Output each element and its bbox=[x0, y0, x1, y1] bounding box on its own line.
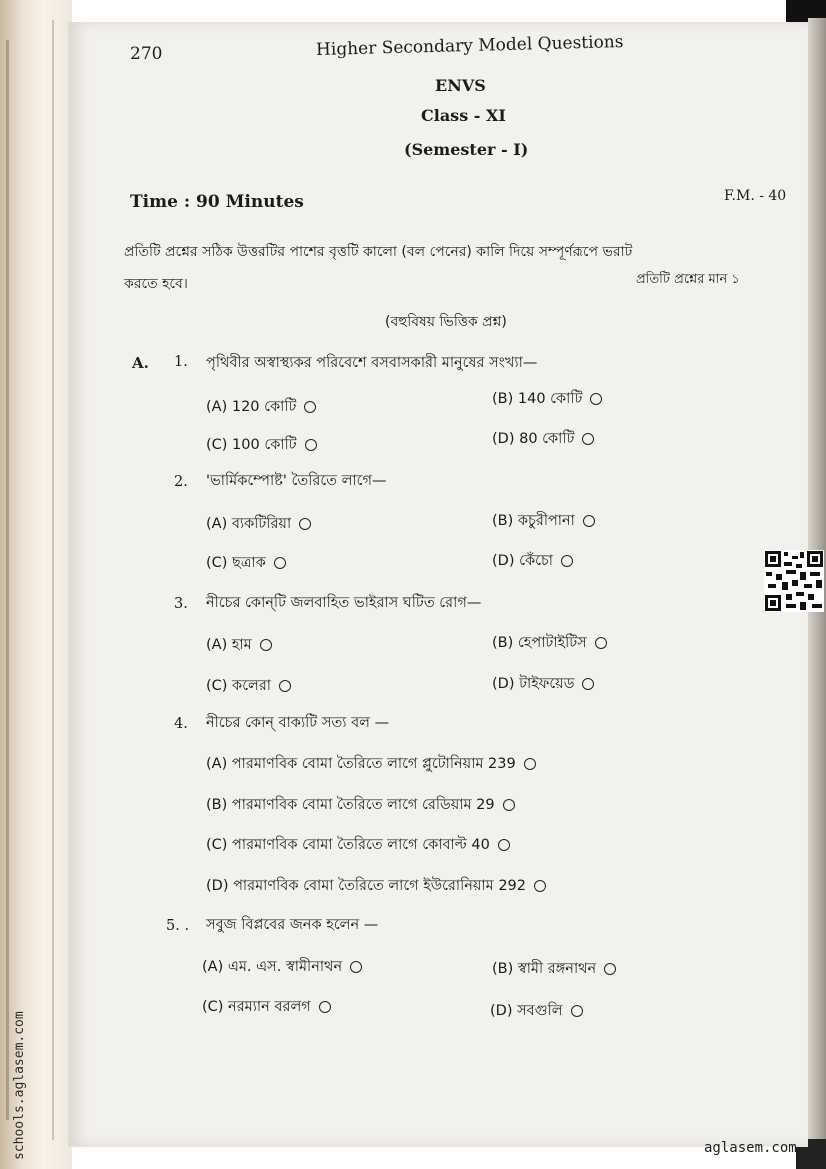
answer-bubble[interactable] bbox=[319, 1001, 331, 1013]
option-label: (D) সবগুলি bbox=[490, 1003, 563, 1019]
option-c bbox=[202, 996, 331, 1020]
option-d bbox=[206, 875, 546, 899]
section-heading: (বহুবিষয় ভিত্তিক প্রশ্ন) bbox=[385, 314, 507, 330]
question-number: 5. . bbox=[166, 918, 190, 934]
option-label: (D) পারমাণবিক বোমা তৈরিতে লাগে ইউরোনিয়াম 292 bbox=[206, 878, 526, 894]
question-number: 2. bbox=[174, 474, 188, 490]
option-c bbox=[206, 675, 291, 699]
time-limit: Time : 90 Minutes bbox=[130, 192, 304, 212]
book-title: Higher Secondary Model Questions bbox=[315, 31, 624, 61]
option-b bbox=[492, 510, 595, 534]
option-label: (B) কচুরীপানা bbox=[492, 513, 575, 529]
watermark-bottom: aglasem.com bbox=[704, 1140, 797, 1156]
option-label: (C) নরম্যান বরলগ bbox=[202, 999, 311, 1015]
question-text: নীচের কোন্‌টি জলবাহিত ভাইরাস ঘটিত রোগ— bbox=[206, 595, 482, 611]
question-text: সবুজ বিপ্লবের জনক হলেন — bbox=[206, 917, 379, 933]
option-b bbox=[492, 388, 602, 412]
answer-bubble[interactable] bbox=[503, 799, 515, 811]
instruction-text-continued: করতে হবে। bbox=[124, 276, 188, 292]
page-number: 270 bbox=[130, 44, 163, 64]
answer-bubble[interactable] bbox=[524, 758, 536, 770]
option-label: (C) ছত্রাক bbox=[206, 555, 266, 571]
marks-note: প্রতিটি প্রশ্নের মান ১ bbox=[636, 272, 740, 287]
option-d bbox=[490, 1000, 583, 1024]
option-a bbox=[206, 634, 272, 658]
option-label: (B) স্বামী রঙ্গনাথন bbox=[492, 961, 597, 977]
instruction-text: প্রতিটি প্রশ্নের সঠিক উত্তরটির পাশের বৃত্তটি কালো (বল পেনের) কালি দিয়ে সম্পূর্ণরূপে ভরাট bbox=[124, 244, 633, 260]
question-text: পৃথিবীর অস্বাস্থ্যকর পরিবেশে বসবাসকারী মানুষের সংখ্যা— bbox=[206, 355, 538, 371]
answer-bubble[interactable] bbox=[534, 880, 546, 892]
option-d bbox=[492, 673, 594, 697]
answer-bubble[interactable] bbox=[274, 557, 286, 569]
option-label: (A) হাম bbox=[206, 637, 252, 653]
option-label: (B) হেপাটাইটিস bbox=[492, 635, 587, 651]
semester-heading: (Semester - I) bbox=[404, 140, 529, 159]
option-label: (D) টাইফয়েড bbox=[492, 676, 575, 692]
full-marks: F.M. - 40 bbox=[724, 188, 787, 204]
answer-bubble[interactable] bbox=[498, 839, 510, 851]
option-a bbox=[206, 753, 536, 777]
option-label: (B) 140 কোটি bbox=[492, 391, 583, 407]
question-text: 'ভার্মিকম্পোষ্ট' তৈরিতে লাগে— bbox=[206, 473, 387, 489]
answer-bubble[interactable] bbox=[571, 1005, 583, 1017]
option-b bbox=[206, 794, 515, 818]
option-a bbox=[206, 396, 316, 420]
option-c bbox=[206, 552, 286, 576]
option-label: (C) পারমাণবিক বোমা তৈরিতে লাগে কোবাল্ট 40 bbox=[206, 837, 490, 853]
option-label: (B) পারমাণবিক বোমা তৈরিতে লাগে রেডিয়াম 29 bbox=[206, 797, 495, 813]
option-label: (A) পারমাণবিক বোমা তৈরিতে লাগে প্লুটোনিয়াম 239 bbox=[206, 756, 516, 772]
class-heading: Class - XI bbox=[421, 106, 506, 125]
answer-bubble[interactable] bbox=[561, 555, 573, 567]
watermark-side: schools.aglasem.com bbox=[12, 1011, 27, 1160]
question-number: 3. bbox=[174, 596, 188, 612]
answer-bubble[interactable] bbox=[350, 961, 362, 973]
option-label: (D) কেঁচো bbox=[492, 553, 553, 569]
document-page bbox=[68, 22, 808, 1147]
answer-bubble[interactable] bbox=[279, 680, 291, 692]
option-c bbox=[206, 834, 510, 858]
answer-bubble[interactable] bbox=[260, 639, 272, 651]
option-a bbox=[202, 956, 362, 980]
option-d bbox=[492, 428, 594, 452]
answer-bubble[interactable] bbox=[299, 518, 311, 530]
answer-bubble[interactable] bbox=[304, 401, 316, 413]
answer-bubble[interactable] bbox=[583, 515, 595, 527]
option-d bbox=[492, 550, 573, 574]
answer-bubble[interactable] bbox=[595, 637, 607, 649]
answer-bubble[interactable] bbox=[582, 433, 594, 445]
question-text: নীচের কোন্‌ বাক্যটি সত্য বল — bbox=[206, 715, 390, 731]
book-spine bbox=[0, 0, 72, 1169]
answer-bubble[interactable] bbox=[604, 963, 616, 975]
question-number: 4. bbox=[174, 716, 188, 732]
question-number: 1. bbox=[174, 354, 188, 370]
section-label: A. bbox=[132, 354, 149, 372]
answer-bubble[interactable] bbox=[590, 393, 602, 405]
option-b bbox=[492, 632, 607, 656]
option-label: (D) 80 কোটি bbox=[492, 431, 575, 447]
answer-bubble[interactable] bbox=[582, 678, 594, 690]
option-label: (A) 120 কোটি bbox=[206, 399, 297, 415]
option-c bbox=[206, 434, 317, 458]
qr-code[interactable] bbox=[764, 550, 824, 612]
option-a bbox=[206, 513, 311, 537]
option-b bbox=[492, 958, 616, 982]
option-label: (C) 100 কোটি bbox=[206, 437, 297, 453]
answer-bubble[interactable] bbox=[305, 439, 317, 451]
option-label: (A) এম. এস. স্বামীনাথন bbox=[202, 959, 343, 975]
option-label: (C) কলেরা bbox=[206, 678, 272, 694]
subject-heading: ENVS bbox=[435, 76, 486, 95]
option-label: (A) ব্যকটিরিয়া bbox=[206, 516, 292, 532]
